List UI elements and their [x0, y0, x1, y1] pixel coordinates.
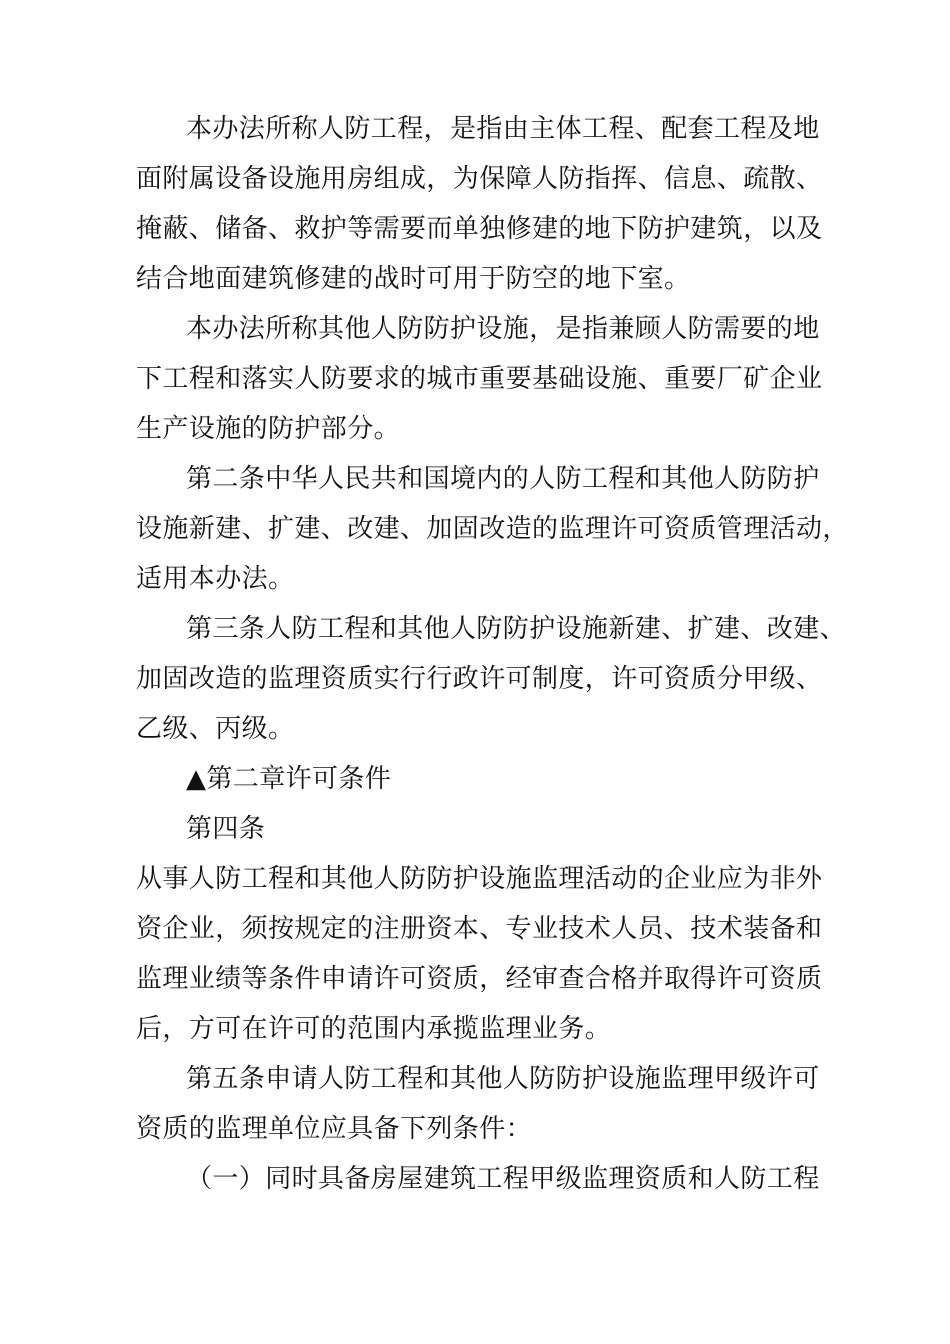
paragraph-line: 结合地面建筑修建的战时可用于防空的地下室。 — [136, 264, 691, 294]
article-4-line: 后，方可在许可的范围内承揽监理业务。 — [136, 1014, 612, 1044]
paragraph-line: 掩蔽、储备、救护等需要而单独修建的地下防护建筑，以及 — [136, 214, 823, 244]
article-5-line: 第五条申请人防工程和其他人防防护设施监理甲级许可 — [186, 1064, 820, 1094]
paragraph-line: 面附属设备设施用房组成，为保障人防指挥、信息、疏散、 — [136, 164, 823, 194]
list-item-line: （一）同时具备房屋建筑工程甲级监理资质和人防工程 — [186, 1164, 820, 1194]
article-3-line: 乙级、丙级。 — [136, 714, 295, 744]
article-3-line: 第三条人防工程和其他人防防护设施新建、扩建、改建、 — [186, 614, 847, 644]
article-2-line: 适用本办法。 — [136, 564, 295, 594]
chapter-heading: ▲第二章许可条件 — [186, 764, 392, 794]
article-4-line: 从事人防工程和其他人防防护设施监理活动的企业应为非外 — [136, 864, 823, 894]
paragraph-line: 本办法所称其他人防防护设施，是指兼顾人防需要的地 — [186, 314, 820, 344]
paragraph-line: 本办法所称人防工程，是指由主体工程、配套工程及地 — [186, 114, 820, 144]
article-2-line: 设施新建、扩建、改建、加固改造的监理许可资质管理活动， — [136, 514, 849, 544]
article-4-line: 资企业，须按规定的注册资本、专业技术人员、技术装备和 — [136, 914, 823, 944]
paragraph-line: 生产设施的防护部分。 — [136, 414, 401, 444]
paragraph-line: 下工程和落实人防要求的城市重要基础设施、重要厂矿企业 — [136, 364, 823, 394]
article-5-line: 资质的监理单位应具备下列条件： — [136, 1114, 533, 1144]
article-3-line: 加固改造的监理资质实行行政许可制度，许可资质分甲级、 — [136, 664, 823, 694]
article-4-line: 监理业绩等条件申请许可资质，经审查合格并取得许可资质 — [136, 964, 823, 994]
article-2-line: 第二条中华人民共和国境内的人防工程和其他人防防护 — [186, 464, 820, 494]
article-4-heading: 第四条 — [186, 814, 266, 844]
